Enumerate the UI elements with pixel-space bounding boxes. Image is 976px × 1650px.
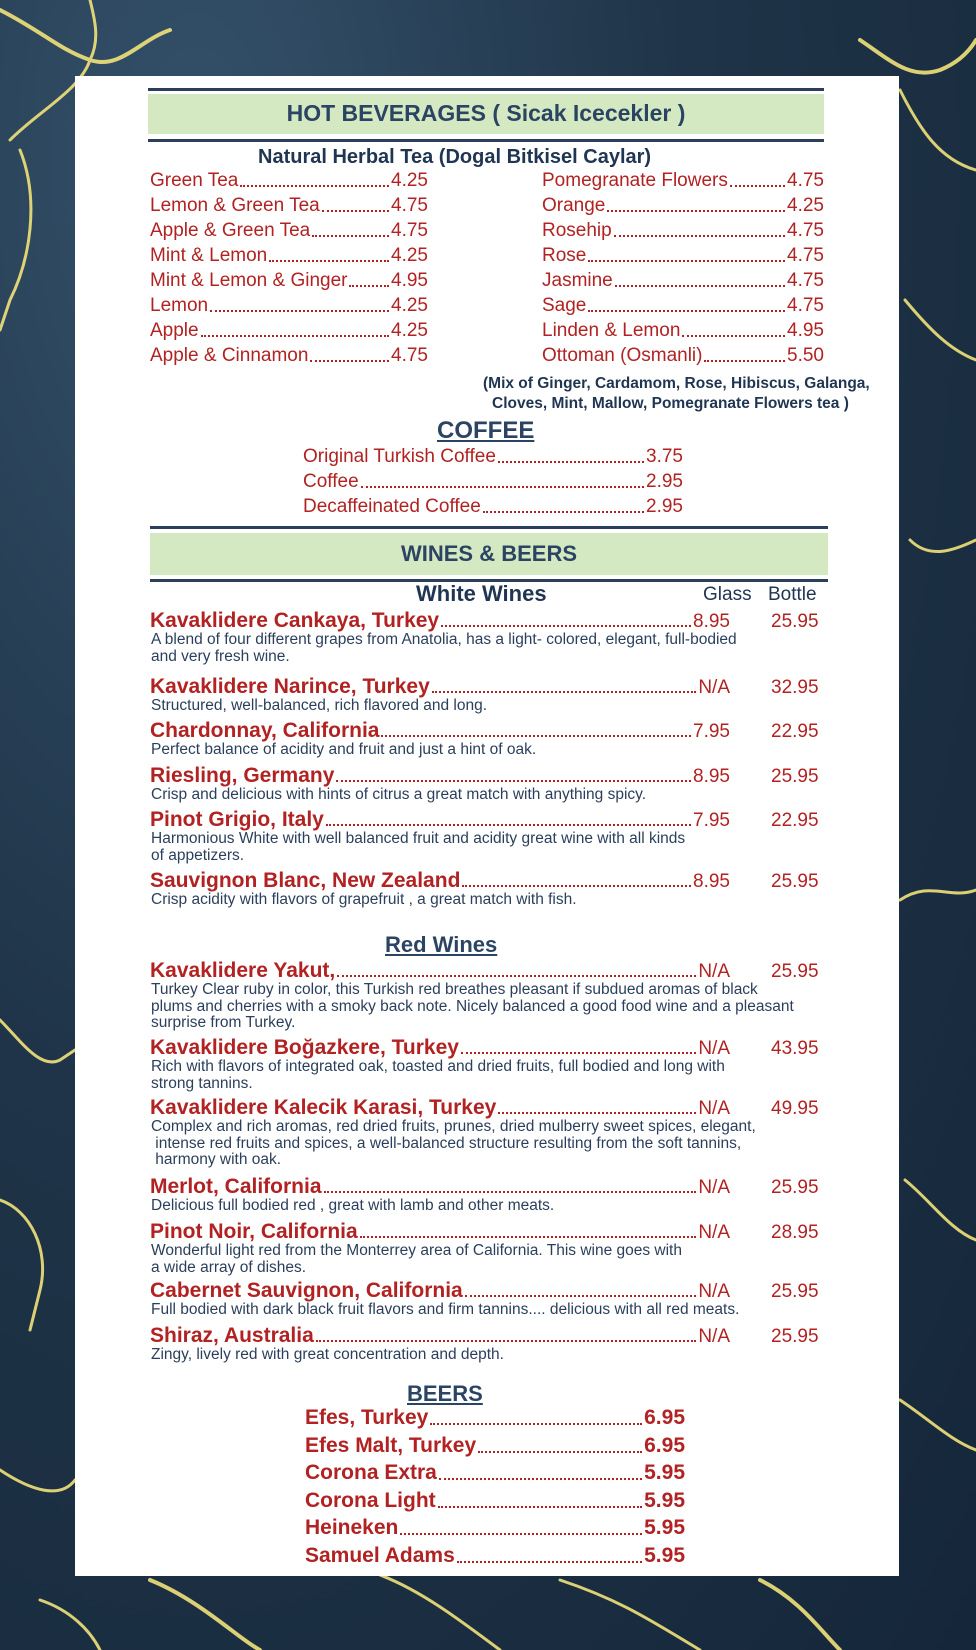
coffee-item	[303, 446, 683, 468]
wine-name: Sauvignon Blanc, New Zealand	[150, 869, 461, 892]
tea-item	[542, 270, 824, 292]
tea-price: 5.50	[787, 345, 824, 366]
tea-price: 4.75	[391, 195, 428, 216]
wine-bottle-price: 49.95	[771, 1098, 819, 1119]
dot-leader	[430, 1423, 642, 1425]
wine-bottle-price: 25.95	[771, 1281, 819, 1302]
dot-leader	[201, 335, 389, 337]
dot-leader	[465, 1295, 697, 1297]
wine-description: surprise from Turkey.	[151, 1014, 296, 1031]
dot-leader	[462, 885, 691, 887]
wine-name: Chardonnay, California	[150, 719, 380, 742]
wine-glass-price: N/A	[698, 961, 730, 982]
tea-item	[150, 245, 428, 267]
tea-name: Mint & Lemon	[150, 245, 268, 266]
beer-price: 5.95	[644, 1516, 685, 1539]
wine-item	[150, 1096, 730, 1120]
tea-name: Lemon	[150, 295, 209, 316]
beer-price: 5.95	[644, 1543, 685, 1567]
divider-line	[148, 139, 824, 142]
wine-description: a wide array of dishes.	[151, 1258, 307, 1276]
tea-name: Apple & Cinnamon	[150, 345, 309, 366]
tea-price: 4.75	[787, 270, 824, 291]
wine-description: Structured, well-balanced, rich flavored and long.	[151, 697, 488, 714]
dot-leader	[615, 285, 785, 287]
tea-price: 4.25	[391, 170, 428, 191]
wine-bottle-price: 25.95	[771, 1177, 819, 1198]
tea-name: Sage	[542, 295, 587, 316]
coffee-name: Decaffeinated Coffee	[303, 496, 481, 517]
dot-leader	[682, 335, 785, 337]
wine-glass-price: N/A	[698, 1177, 730, 1198]
beer-item	[305, 1434, 685, 1458]
dot-leader	[361, 486, 644, 488]
tea-name: Mint & Lemon & Ginger	[150, 270, 348, 291]
divider-line	[148, 88, 824, 91]
herbal-tea-subtitle: Natural Herbal Tea (Dogal Bitkisel Caylar)	[258, 146, 652, 168]
wine-description: Crisp acidity with flavors of grapefruit , a great match with fish.	[151, 891, 577, 908]
wine-description: intense red fruits and spices, a well-balanced structure resulting from the soft tannins,	[151, 1134, 742, 1152]
coffee-price: 3.75	[646, 446, 683, 467]
wine-name: Kavaklidere Cankaya, Turkey	[150, 609, 440, 632]
hot-beverages-band	[148, 94, 824, 134]
dot-leader	[438, 1506, 642, 1508]
wine-bottle-price: 32.95	[771, 677, 819, 698]
dot-leader	[310, 360, 389, 362]
dot-leader	[360, 1236, 697, 1238]
tea-item	[150, 195, 428, 217]
tea-price: 4.75	[787, 245, 824, 266]
wine-glass-price: 7.95	[693, 810, 730, 831]
wines-beers-title: WINES & BEERS	[400, 541, 578, 566]
tea-price: 4.75	[787, 170, 824, 191]
hot-beverages-title: HOT BEVERAGES ( Sicak Icecekler )	[286, 100, 686, 126]
dot-leader	[588, 260, 785, 262]
wine-glass-price: N/A	[698, 1222, 730, 1243]
wine-name: Kavaklidere Kalecik Karasi, Turkey	[150, 1096, 497, 1119]
tea-name: Rose	[542, 245, 587, 266]
wine-bottle-price: 25.95	[771, 961, 819, 982]
coffee-price: 2.95	[646, 496, 683, 517]
tea-item	[150, 270, 428, 292]
dot-leader	[483, 511, 644, 513]
dot-leader	[457, 1561, 642, 1563]
tea-price: 4.75	[787, 220, 824, 241]
tea-item	[542, 320, 824, 342]
wine-name: Kavaklidere Narince, Turkey	[150, 675, 430, 698]
tea-price: 4.95	[391, 270, 428, 291]
tea-item	[542, 220, 824, 242]
wine-description: Rich with flavors of integrated oak, toasted and dried fruits, full bodied and long with	[151, 1058, 725, 1075]
wine-bottle-price: 25.95	[771, 766, 819, 787]
tea-name: Apple & Green Tea	[150, 220, 311, 241]
beer-item	[305, 1544, 685, 1568]
tea-item	[542, 345, 824, 367]
tea-price: 4.75	[787, 295, 824, 316]
tea-item	[150, 345, 428, 367]
wine-bottle-price: 25.95	[771, 871, 819, 892]
wine-description: strong tannins.	[151, 1074, 253, 1092]
wine-bottle-price: 25.95	[771, 611, 819, 632]
beer-name: Efes, Turkey	[305, 1406, 429, 1429]
beer-price: 6.95	[644, 1406, 685, 1429]
wine-description: plums and cherries with a smoky back note. Nicely balanced a good food wine and a pleasant	[151, 997, 794, 1015]
coffee-price: 2.95	[646, 471, 683, 492]
wine-item	[150, 609, 730, 633]
wine-glass-price: N/A	[698, 1038, 730, 1059]
dot-leader	[730, 185, 785, 187]
divider-line	[150, 526, 828, 529]
tea-name: Jasmine	[542, 270, 613, 291]
tea-name: Apple	[150, 320, 199, 341]
dot-leader	[498, 461, 644, 463]
tea-price: 4.25	[391, 320, 428, 341]
wine-glass-price: N/A	[698, 1281, 730, 1302]
wine-description: of appetizers.	[151, 846, 245, 864]
tea-item	[542, 195, 824, 217]
beer-name: Heineken	[305, 1516, 399, 1539]
tea-name: Lemon & Green Tea	[150, 195, 320, 216]
coffee-item	[303, 471, 683, 493]
coffee-item	[303, 496, 683, 518]
dot-leader	[324, 1191, 697, 1193]
wine-bottle-price: 22.95	[771, 810, 819, 831]
wine-bottle-price: 22.95	[771, 721, 819, 742]
dot-leader	[607, 210, 785, 212]
wine-item	[150, 764, 730, 788]
beer-item	[305, 1406, 685, 1430]
tea-price: 4.75	[391, 220, 428, 241]
dot-leader	[588, 310, 785, 312]
wine-glass-price: 8.95	[693, 871, 730, 892]
wine-glass-price: N/A	[698, 1326, 730, 1347]
wine-name: Shiraz, Australia	[150, 1324, 314, 1347]
wine-name: Pinot Grigio, Italy	[150, 808, 324, 831]
tea-item	[542, 295, 824, 317]
dot-leader	[441, 625, 691, 627]
dot-leader	[322, 210, 389, 212]
coffee-name: Coffee	[303, 471, 359, 492]
wine-item	[150, 959, 730, 983]
glass-column-label: Glass	[703, 584, 752, 605]
tea-name: Rosehip	[542, 220, 612, 241]
dot-leader	[498, 1112, 696, 1114]
tea-item	[542, 170, 824, 192]
tea-item	[150, 170, 428, 192]
beer-name: Corona Extra	[305, 1461, 437, 1484]
bottle-column-label: Bottle	[768, 584, 817, 605]
wines-beers-band	[150, 533, 828, 575]
dot-leader	[337, 975, 696, 977]
wine-description: harmony with oak.	[151, 1151, 282, 1168]
wine-bottle-price: 43.95	[771, 1038, 819, 1059]
wine-name: Kavaklidere Yakut,	[150, 959, 336, 982]
beer-name: Samuel Adams	[305, 1543, 455, 1567]
dot-leader	[381, 735, 691, 737]
dot-leader	[400, 1533, 642, 1535]
tea-price: 4.25	[391, 295, 428, 316]
dot-leader	[461, 1052, 696, 1054]
tea-name: Green Tea	[150, 170, 239, 191]
beer-price: 5.95	[644, 1461, 685, 1484]
wine-item	[150, 808, 730, 832]
wine-bottle-price: 28.95	[771, 1222, 819, 1243]
wine-description: Complex and rich aromas, red dried fruits, prunes, dried mulberry sweet spices, elegant,	[151, 1118, 756, 1135]
wine-glass-price: 8.95	[693, 766, 730, 787]
wine-item	[150, 1324, 730, 1348]
beer-price: 6.95	[644, 1433, 685, 1457]
red-wines-title: Red Wines	[385, 932, 498, 957]
wine-name: Riesling, Germany	[150, 764, 335, 787]
beer-item	[305, 1516, 685, 1540]
wine-item	[150, 1279, 730, 1303]
wine-item	[150, 719, 730, 743]
wine-description: Harmonious White with well balanced fruit and acidity great wine with all kinds	[151, 830, 686, 847]
wine-name: Merlot, California	[150, 1175, 322, 1198]
tea-item	[150, 320, 428, 342]
ottoman-note: Cloves, Mint, Mallow, Pomegranate Flowers tea )	[492, 395, 849, 412]
dot-leader	[432, 691, 697, 693]
dot-leader	[316, 1340, 697, 1342]
wine-description: Perfect balance of acidity and fruit and just a hint of oak.	[151, 741, 537, 758]
tea-price: 4.75	[391, 345, 428, 366]
wine-glass-price: N/A	[698, 1098, 730, 1119]
tea-price: 4.25	[391, 245, 428, 266]
wine-description: Wonderful light red from the Monterrey area of California. This wine goes with	[151, 1242, 682, 1259]
beer-name: Corona Light	[305, 1488, 436, 1512]
dot-leader	[349, 285, 389, 287]
beers-title: BEERS	[407, 1381, 483, 1406]
wine-description: Full bodied with dark black fruit flavors and firm tannins.... delicious with all red meats.	[151, 1301, 740, 1318]
dot-leader	[439, 1478, 642, 1480]
dot-leader	[210, 310, 389, 312]
wine-item	[150, 1175, 730, 1199]
tea-item	[150, 220, 428, 242]
wine-glass-price: 7.95	[693, 721, 730, 742]
wine-item	[150, 869, 730, 893]
dot-leader	[478, 1451, 642, 1453]
dot-leader	[240, 185, 389, 187]
dot-leader	[326, 824, 691, 826]
beer-item	[305, 1461, 685, 1485]
dot-leader	[336, 780, 691, 782]
wine-bottle-price: 25.95	[771, 1326, 819, 1347]
beer-price: 5.95	[644, 1488, 685, 1512]
dot-leader	[269, 260, 389, 262]
tea-name: Ottoman (Osmanli)	[542, 345, 703, 366]
tea-name: Pomegranate Flowers	[542, 170, 728, 191]
wine-glass-price: N/A	[698, 677, 730, 698]
ottoman-note: (Mix of Ginger, Cardamom, Rose, Hibiscus, Galanga,	[483, 375, 870, 392]
tea-item	[542, 245, 824, 267]
wine-item	[150, 675, 730, 699]
tea-name: Orange	[542, 195, 606, 216]
wine-description: Turkey Clear ruby in color, this Turkish red breathes pleasant if subdued aromas of black	[151, 981, 758, 998]
dot-leader	[704, 360, 785, 362]
wine-name: Pinot Noir, California	[150, 1220, 358, 1243]
tea-price: 4.95	[787, 320, 824, 341]
wine-glass-price: 8.95	[693, 611, 730, 632]
white-wines-title: White Wines	[416, 581, 547, 606]
wine-item	[150, 1220, 730, 1244]
wine-description: Zingy, lively red with great concentration and depth.	[151, 1346, 504, 1363]
beer-name: Efes Malt, Turkey	[305, 1433, 477, 1457]
wine-description: Delicious full bodied red , great with lamb and other meats.	[151, 1197, 555, 1214]
tea-name: Linden & Lemon	[542, 320, 681, 341]
wine-item	[150, 1036, 730, 1060]
coffee-name: Original Turkish Coffee	[303, 446, 496, 467]
dot-leader	[614, 235, 785, 237]
tea-item	[150, 295, 428, 317]
wine-description: A blend of four different grapes from Anatolia, has a light- colored, elegant, full-bodied	[151, 631, 737, 648]
dot-leader	[312, 235, 389, 237]
wine-name: Cabernet Sauvignon, California	[150, 1279, 463, 1302]
wine-name: Kavaklidere Boğazkere, Turkey	[150, 1036, 459, 1059]
beer-item	[305, 1489, 685, 1513]
tea-price: 4.25	[787, 195, 824, 216]
wine-description: and very fresh wine.	[151, 647, 290, 665]
coffee-title: COFFEE	[437, 417, 535, 444]
wine-description: Crisp and delicious with hints of citrus a great match with anything spicy.	[151, 786, 647, 803]
